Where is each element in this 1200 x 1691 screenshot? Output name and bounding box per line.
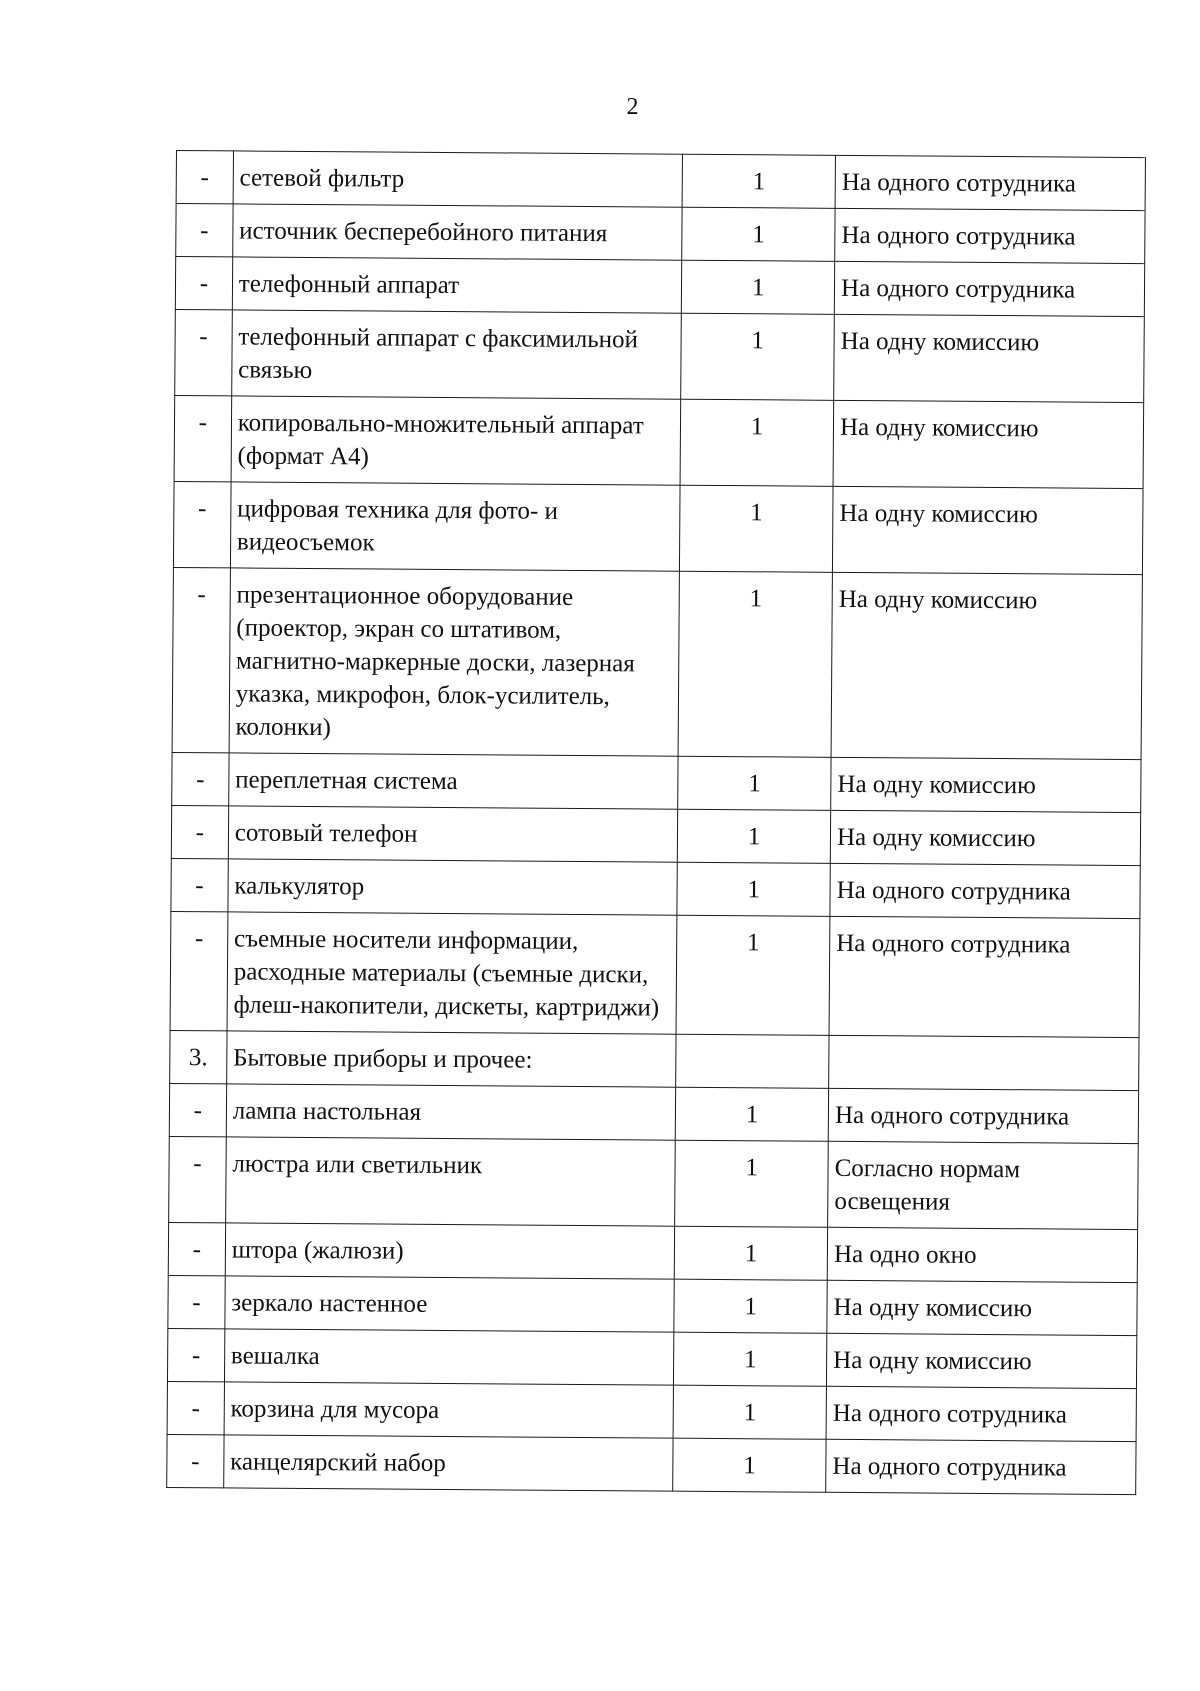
row-item-name: съемные носители информации, расходные материалы (съемные диски, флеш-накопители, дискеты, картриджи) bbox=[227, 912, 677, 1034]
row-mark: - bbox=[171, 858, 228, 911]
row-mark: - bbox=[167, 1434, 224, 1487]
row-mark: - bbox=[169, 1136, 226, 1222]
table-row bbox=[175, 309, 1145, 402]
table-row bbox=[168, 1275, 1137, 1335]
row-item-name: люстра или светильник bbox=[225, 1137, 675, 1226]
row-norm: На одну комиссию bbox=[827, 1280, 1137, 1335]
row-norm: На одну комиссию bbox=[834, 314, 1145, 402]
table-row-section-header bbox=[170, 1030, 1139, 1090]
row-norm: На одну комиссию bbox=[833, 486, 1144, 574]
table-row bbox=[176, 204, 1145, 264]
row-quantity: 1 bbox=[674, 1332, 827, 1386]
row-norm: На одного сотрудника bbox=[834, 261, 1144, 316]
row-mark: - bbox=[175, 309, 232, 395]
table-row bbox=[171, 805, 1140, 865]
row-item-name: презентационное оборудование (проектор, экран со штативом, магнитно-маркерные доски, лазерная указка, микрофон, блок-усилитель, колонки) bbox=[229, 568, 680, 756]
table-row bbox=[173, 481, 1143, 574]
row-norm: На одного сотрудника bbox=[828, 1088, 1138, 1143]
row-norm: На одного сотрудника bbox=[826, 1386, 1136, 1441]
page-number: 2 bbox=[626, 94, 639, 120]
row-mark: - bbox=[168, 1275, 225, 1328]
row-mark: - bbox=[176, 151, 233, 204]
row-quantity bbox=[676, 1034, 829, 1088]
row-item-name: цифровая техника для фото- и видеосъемок bbox=[230, 482, 680, 571]
table-row bbox=[172, 752, 1141, 812]
section-number: 3. bbox=[170, 1030, 227, 1083]
row-mark: - bbox=[170, 911, 228, 1030]
row-item-name: вешалка bbox=[224, 1329, 674, 1385]
row-quantity: 1 bbox=[677, 862, 830, 916]
row-item-name: копировально-множительный аппарат (формат А4) bbox=[231, 396, 681, 485]
row-item-name: канцелярский набор bbox=[224, 1435, 674, 1491]
row-quantity: 1 bbox=[682, 154, 835, 208]
equipment-table bbox=[166, 150, 1146, 1495]
row-norm bbox=[829, 1035, 1139, 1090]
row-norm: На одну комиссию bbox=[833, 400, 1144, 488]
row-quantity: 1 bbox=[675, 1140, 829, 1227]
row-item-name: штора (жалюзи) bbox=[225, 1223, 675, 1279]
table-row bbox=[167, 1434, 1136, 1494]
row-mark: - bbox=[171, 805, 228, 858]
table-row bbox=[171, 858, 1140, 918]
row-item-name: сотовый телефон bbox=[228, 806, 678, 862]
row-item-name: калькулятор bbox=[228, 859, 678, 915]
table-row bbox=[168, 1222, 1137, 1282]
equipment-table-body bbox=[167, 151, 1146, 1495]
row-quantity: 1 bbox=[676, 915, 830, 1035]
row-item-name: переплетная система bbox=[229, 753, 679, 809]
row-quantity: 1 bbox=[674, 1226, 827, 1280]
table-row bbox=[176, 151, 1145, 211]
row-item-name: сетевой фильтр bbox=[233, 151, 683, 207]
row-mark: - bbox=[174, 395, 231, 481]
row-quantity: 1 bbox=[673, 1438, 826, 1492]
table-row bbox=[170, 911, 1140, 1037]
table-row bbox=[172, 567, 1142, 759]
row-item-name: телефонный аппарат bbox=[232, 257, 682, 313]
row-norm: Согласно нормам освещения bbox=[828, 1141, 1139, 1229]
row-quantity: 1 bbox=[673, 1385, 826, 1439]
row-quantity: 1 bbox=[678, 756, 831, 810]
row-mark: - bbox=[173, 481, 230, 567]
row-norm: На одно окно bbox=[827, 1227, 1137, 1282]
row-norm: На одного сотрудника bbox=[830, 863, 1140, 918]
row-norm: На одного сотрудника bbox=[835, 155, 1145, 210]
row-mark: - bbox=[175, 257, 232, 310]
row-item-name: зеркало настенное bbox=[225, 1276, 675, 1332]
table-row bbox=[169, 1136, 1139, 1229]
row-quantity: 1 bbox=[675, 1087, 828, 1141]
row-quantity: 1 bbox=[681, 313, 835, 400]
row-mark: - bbox=[167, 1328, 224, 1381]
row-mark: - bbox=[168, 1222, 225, 1275]
row-quantity: 1 bbox=[677, 809, 830, 863]
row-mark: - bbox=[172, 567, 230, 752]
row-item-name: лампа настольная bbox=[226, 1084, 676, 1140]
row-quantity: 1 bbox=[680, 399, 834, 486]
row-mark: - bbox=[167, 1381, 224, 1434]
row-norm: На одного сотрудника bbox=[826, 1439, 1136, 1494]
section-title: Бытовые приборы и прочее: bbox=[226, 1031, 676, 1087]
row-quantity: 1 bbox=[682, 260, 835, 314]
row-norm: На одного сотрудника bbox=[835, 208, 1145, 263]
table-row bbox=[167, 1381, 1136, 1441]
row-norm: На одну комиссию bbox=[827, 1333, 1137, 1388]
row-item-name: корзина для мусора bbox=[224, 1382, 674, 1438]
row-norm: На одну комиссию bbox=[831, 757, 1141, 812]
row-norm: На одну комиссию bbox=[830, 810, 1140, 865]
row-item-name: источник бесперебойного питания bbox=[233, 204, 683, 260]
row-quantity: 1 bbox=[674, 1279, 827, 1333]
row-norm: На одну комиссию bbox=[831, 572, 1142, 759]
table-row bbox=[169, 1083, 1138, 1143]
table-row bbox=[167, 1328, 1136, 1388]
row-mark: - bbox=[172, 752, 229, 805]
row-quantity: 1 bbox=[680, 485, 834, 572]
table-row bbox=[174, 395, 1144, 488]
row-quantity: 1 bbox=[678, 571, 832, 757]
row-item-name: телефонный аппарат с факсимильной связью bbox=[232, 310, 682, 399]
row-quantity: 1 bbox=[682, 207, 835, 261]
table-row bbox=[175, 257, 1144, 317]
row-mark: - bbox=[176, 204, 233, 257]
row-mark: - bbox=[169, 1083, 226, 1136]
row-norm: На одного сотрудника bbox=[829, 916, 1140, 1037]
